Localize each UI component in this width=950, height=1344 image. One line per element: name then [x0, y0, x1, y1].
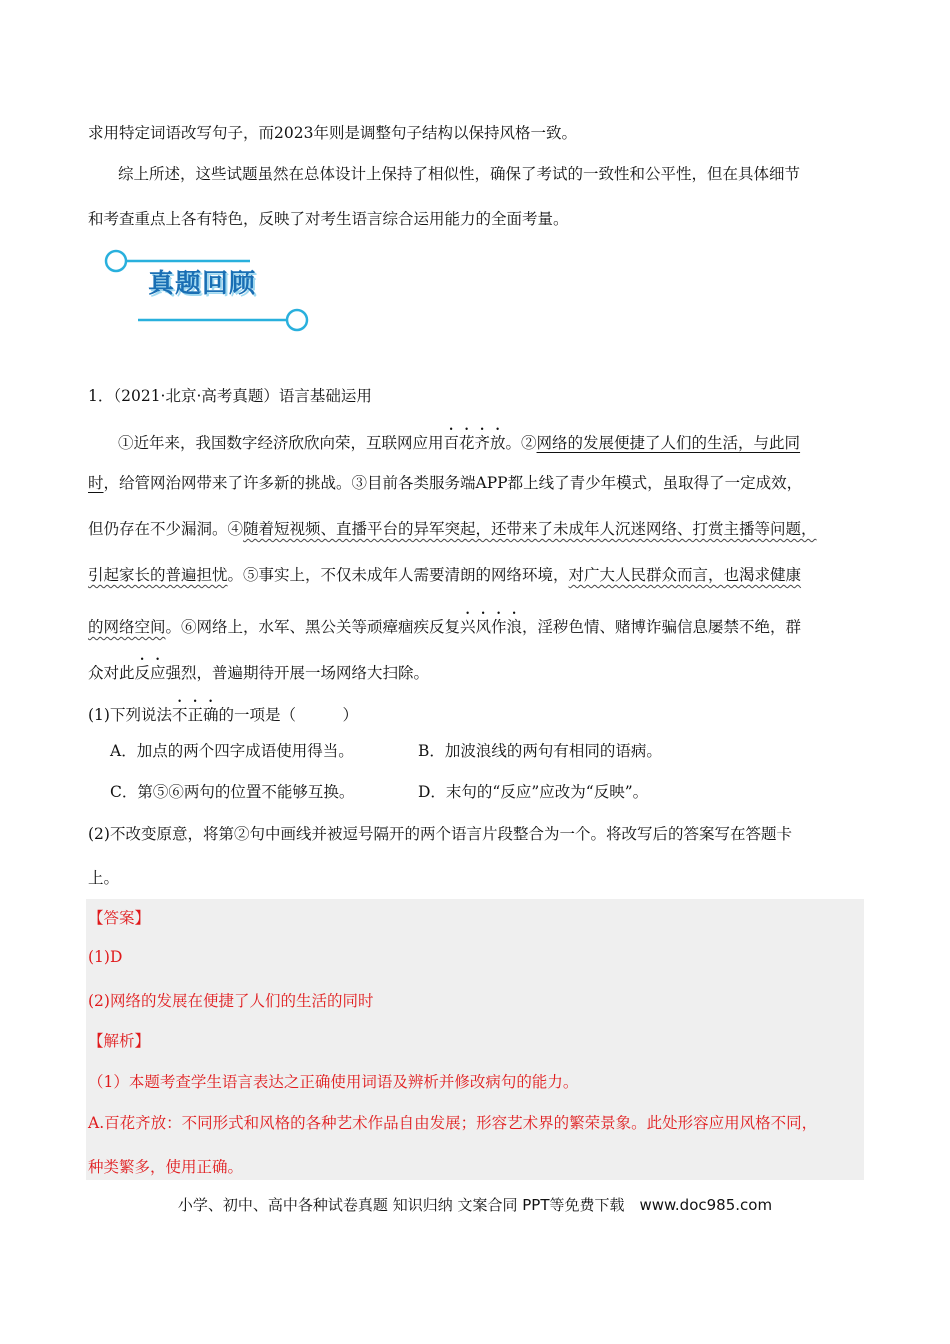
option-a: A．加点的两个四字成语使用得当。: [110, 742, 354, 760]
analysis-line-2: A.百花齐放：不同形式和风格的各种艺术作品自由发展；形容艺术界的繁荣景象。此处形容应用风格不同，: [88, 1114, 818, 1132]
passage-line-1: ①近年来，我国数字经济欣欣向荣，互联网应用百花齐放。②网络的发展便捷了人们的生活，与此同: [118, 434, 801, 452]
analysis-label: 【解析】: [88, 1032, 151, 1050]
wavy-segment-1: 随着短视频、直播平台的异军突起，还带来了未成年人沉迷网络、打赏主播等问题，: [243, 520, 817, 538]
wavy-segment-2: 对广大人民群众而言，也渴求健康: [568, 566, 802, 584]
sub-question-1: (1)下列说法不正确的一项是（ ）: [88, 706, 358, 724]
passage-line-4: 引起家长的普遍担忧。⑤事实上，不仅未成年人需要清朗的网络环境，对广大人民群众而言，也渴求健康: [88, 566, 802, 584]
intro-line-3: 和考查重点上各有特色，反映了对考生语言综合运用能力的全面考量。: [88, 210, 569, 228]
dotted-idiom-2: 兴风作浪: [460, 618, 523, 636]
analysis-line-3: 种类繁多，使用正确。: [88, 1158, 244, 1176]
banner-title: 真题回顾: [148, 269, 257, 299]
dotted-negation: 不正确: [171, 706, 219, 724]
passage-line-6: 众对此反应强烈，普遍期待开展一场网络大扫除。: [88, 664, 430, 682]
option-b: B．加波浪线的两句有相同的语病。: [418, 742, 662, 760]
analysis-line-1: （1）本题考查学生语言表达之正确使用词语及辨析并修改病句的能力。: [88, 1073, 579, 1091]
option-c: C．第⑤⑥两句的位置不能够互换。: [110, 783, 355, 801]
sub-question-2-line-1: (2)不改变原意，将第②句中画线并被逗号隔开的两个语言片段整合为一个。将改写后的答案写在答题卡: [88, 825, 792, 843]
underlined-segment: 网络的发展便捷了人们的生活，与此同: [536, 434, 801, 452]
sub-question-2-line-2: 上。: [88, 869, 120, 887]
intro-line-1: 求用特定词语改写句子，而2023年则是调整句子结构以保持风格一致。: [88, 124, 577, 142]
dotted-idiom-1: 百花齐放: [443, 434, 506, 452]
answer-2: (2)网络的发展在便捷了人们的生活的同时: [88, 992, 374, 1010]
intro-line-2: 综上所述，这些试题虽然在总体设计上保持了相似性，确保了考试的一致性和公平性，但在具体细节: [118, 165, 801, 183]
passage-line-2: 时，给管网治网带来了许多新的挑战。③目前各类服务端APP都上线了青少年模式，虽取得了一定成效，: [88, 474, 803, 492]
answer-label: 【答案】: [88, 909, 151, 927]
option-d: D．末句的“反应”应改为“反映”。: [418, 783, 649, 801]
page-footer: 小学、初中、高中各种试卷真题 知识归纳 文案合同 PPT等免费下载 www.doc985.com: [177, 1196, 773, 1214]
answer-panel: [86, 899, 864, 1180]
section-banner: [100, 243, 315, 335]
answer-1: (1)D: [88, 948, 123, 966]
passage-line-5: 的网络空间。⑥网络上，水军、黑公关等顽瘴痼疾反复兴风作浪，淫秽色情、赌博诈骗信息屡禁不绝，群: [88, 618, 802, 636]
question-header: 1．（2021·北京·高考真题）语言基础运用: [88, 387, 372, 405]
passage-line-3: 但仍存在不少漏洞。④随着短视频、直播平台的异军突起，还带来了未成年人沉迷网络、打赏主播等问题，: [88, 520, 817, 538]
dotted-word: 反应: [134, 664, 166, 682]
